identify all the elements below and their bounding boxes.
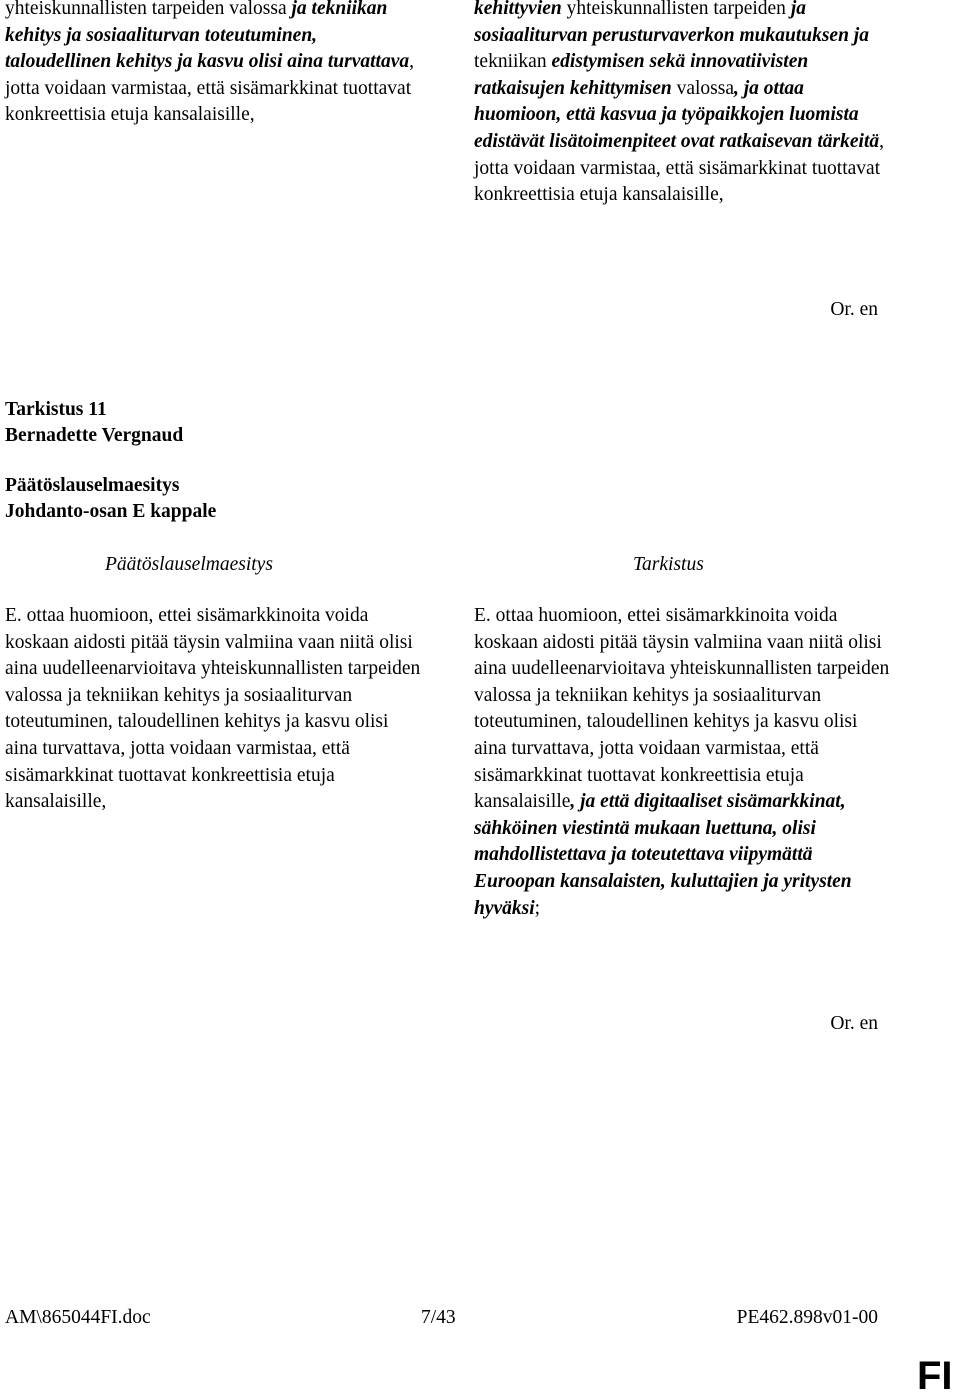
footer-doc-ref: AM\865044FI.doc [5,1307,151,1328]
top-right-paragraph [474,0,894,209]
amendment-heading [5,397,183,449]
text-run: yhteiskunnallisten tarpeiden [566,0,791,19]
original-language-note: Or. en [830,299,878,320]
text-run: ; [534,897,541,919]
top-left-paragraph [5,0,425,129]
text-run: , jotta voidaan varmistaa, että sisämarkkinat tuottavat konkreettisia etuja kansalaisille, [5,51,414,126]
amendment-section: Johdanto-osan E kappale [5,501,217,522]
footer-page-number: 7/43 [421,1307,456,1328]
text-run: E. ottaa huomioon, ettei sisämarkkinoita voida koskaan aidosti pitää täysin valmiina vaan niitä olisi aina uudelleenarvioitava yhteiskunnallisten tarpeiden valossa ja tekniikan kehitys ja sosiaaliturvan toteutuminen, taloudellinen kehitys ja kasvu olisi aina turvattava, jotta voidaan varmistaa, että sisämarkkinat tuottavat konkreettisia etuja kansalaisille, [5,605,421,813]
emphasized-text: , ja että digitaaliset sisämarkkinat, sähköinen viestintä mukaan luettuna, olisi mahdollistettava ja toteutettava viipymättä Euroopan kansalaisten, kuluttajien ja yritysten hyväksi [474,791,852,919]
emphasized-text: , ja ottaa huomioon, että kasvua ja työpaikkojen luomista edistävät lisätoimenpiteet ovat ratkaisevan tärkeitä [474,77,880,152]
amendment-number: Tarkistus 11 [5,399,107,420]
column-header-left: Päätöslauselmaesitys [105,554,273,575]
text-run: tekniikan [474,51,552,73]
column-header-right: Tarkistus [633,554,704,575]
emphasized-text: kehittyvien [474,0,567,19]
emphasized-text: ja tekniikan kehitys ja sosiaaliturvan toteutuminen, taloudellinen kehitys ja kasvu olisi aina turvattava [5,0,410,73]
body-right-paragraph [474,603,894,922]
text-run: , jotta voidaan varmistaa, että sisämarkkinat tuottavat konkreettisia etuja kansalaisille, [474,130,885,206]
original-language-note-2: Or. en [830,1013,878,1034]
emphasized-text: edistymisen sekä innovatiivisten ratkaisujen kehittymisen [474,51,809,99]
body-left-paragraph [5,603,425,816]
body-left-text [5,603,425,816]
footer-pe-ref: PE462.898v01-00 [736,1307,878,1328]
body-right-text [474,603,894,922]
amendment-document: Päätöslauselmaesitys [5,475,180,496]
text-run: valossa [676,77,735,99]
amendment-author: Bernadette Vergnaud [5,425,184,446]
top-right-text [474,0,894,209]
text-run: E. ottaa huomioon, ettei sisämarkkinoita voida koskaan aidosti pitää täysin valmiina vaan niitä olisi aina uudelleenarvioitava yhteiskunnallisten tarpeiden valossa ja tekniikan kehitys ja sosiaaliturvan toteutuminen, taloudellinen kehitys ja kasvu olisi aina turvattava, jotta voidaan varmistaa, että sisämarkkinat tuottavat konkreettisia etuja kansalaisille [474,605,890,813]
top-left-text [5,0,425,129]
text-run: yhteiskunnallisten tarpeiden valossa [5,0,292,19]
language-code: FI [917,1354,953,1398]
emphasized-text: ja sosiaaliturvan perusturvaverkon mukautuksen ja [474,0,869,46]
amendment-target [5,473,216,525]
